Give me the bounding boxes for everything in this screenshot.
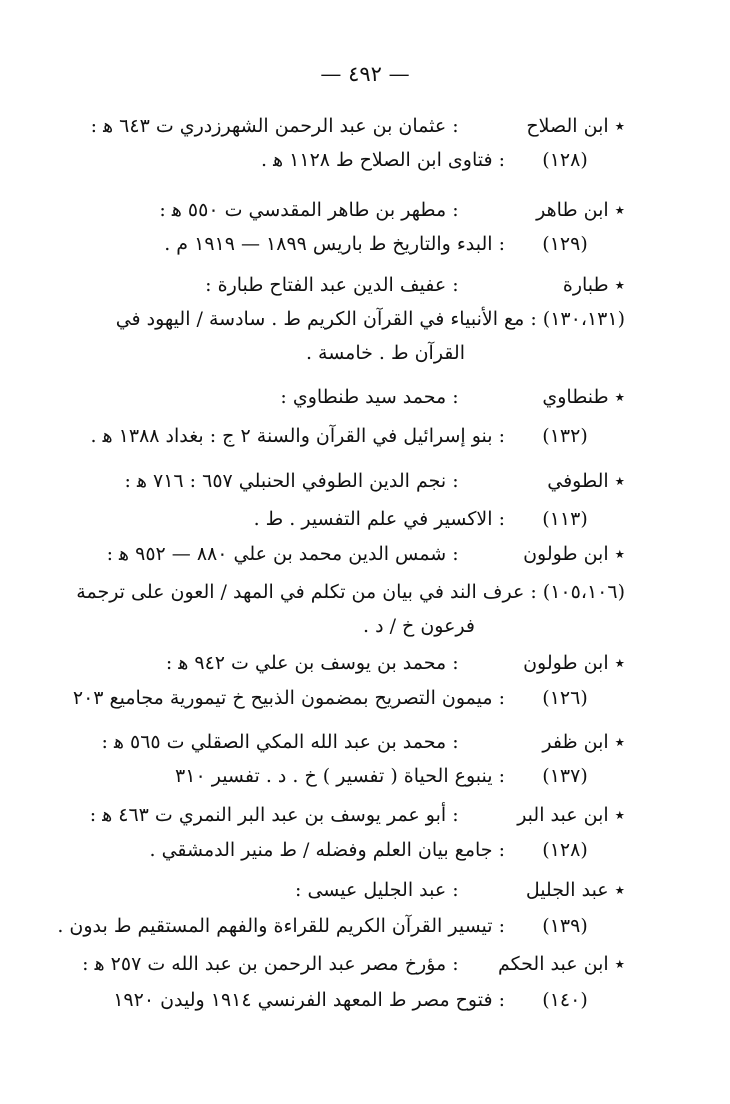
work-title: : الاكسير في علم التفسير . ط . xyxy=(253,508,505,530)
page-number: — ٤٩٢ — xyxy=(320,62,410,86)
author-name: الطوفي xyxy=(547,470,609,492)
work-title-cont: فرعون خ / د . xyxy=(363,615,475,637)
work-title: : فتوح مصر ط المعهد الفرنسي ١٩١٤ وليدن ١٩٢٠ xyxy=(113,989,505,1011)
asterisk-icon: ٭ xyxy=(614,953,625,975)
author-details: : نجم الدين الطوفي الحنبلي ٦٥٧ : ٧١٦ ﻫ : xyxy=(124,470,459,492)
ref-number: (١٣٢) xyxy=(542,425,588,447)
work-title-cont: القرآن ط . خامسة . xyxy=(305,342,465,364)
ref-number: (١٢٨) xyxy=(542,839,588,861)
work-line-9 xyxy=(150,836,625,864)
author-name: ابن طولون xyxy=(523,652,609,674)
asterisk-icon: ٭ xyxy=(614,274,625,296)
entry-header-1 xyxy=(91,112,625,140)
asterisk-icon: ٭ xyxy=(614,731,625,753)
asterisk-icon: ٭ xyxy=(614,652,625,674)
entry-header-7 xyxy=(166,649,625,677)
work-line-10 xyxy=(57,912,625,940)
author-name: طنطاوي xyxy=(542,386,609,408)
ref-number: (١٢٩) xyxy=(542,233,588,255)
author-details: : عثمان بن عبد الرحمن الشهرزدري ت ٦٤٣ ﻫ : xyxy=(90,115,459,137)
work-title: : ينبوع الحياة ( تفسير ) خ . د . تفسير ٣١٠ xyxy=(175,765,505,787)
entry-header-6 xyxy=(107,540,625,568)
author-name: عبد الجليل xyxy=(525,879,609,901)
work-title: : ميمون التصريح بمضمون الذبيح خ تيمورية مجاميع ٢٠٣ xyxy=(72,687,505,709)
work-title: : بنو إسرائيل في القرآن والسنة ٢ ج : بغداد ١٣٨٨ ﻫ . xyxy=(90,425,505,447)
author-name: ابن الصلاح xyxy=(526,115,609,137)
work-line-3-cont xyxy=(306,339,465,367)
author-name: ابن ظفر xyxy=(542,731,609,753)
author-details: : محمد بن عبد الله المكي الصقلي ت ٥٦٥ ﻫ : xyxy=(101,731,459,753)
asterisk-icon: ٭ xyxy=(614,199,625,221)
author-details: : أبو عمر يوسف بن عبد البر النمري ت ٤٦٣ ﻫ : xyxy=(89,804,459,826)
entry-header-9 xyxy=(90,801,625,829)
author-details: : محمد بن يوسف بن علي ت ٩٤٢ ﻫ : xyxy=(165,652,459,674)
entry-header-8 xyxy=(102,728,626,756)
work-line-1 xyxy=(261,146,625,174)
entry-header-11 xyxy=(82,950,625,978)
work-line-6-cont xyxy=(363,612,475,640)
author-details: : شمس الدين محمد بن علي ٨٨٠ — ٩٥٢ ﻫ : xyxy=(106,543,459,565)
entry-header-3 xyxy=(205,271,625,299)
work-line-5 xyxy=(254,505,625,533)
ref-number: (١٤٠) xyxy=(542,989,588,1011)
author-name: ابن طولون xyxy=(523,543,609,565)
asterisk-icon: ٭ xyxy=(614,879,625,901)
author-name: ابن عبد الحكم xyxy=(498,953,609,975)
work-line-2 xyxy=(164,230,625,258)
work-line-3 xyxy=(116,305,625,333)
author-details: : مؤرخ مصر عبد الرحمن بن عبد الله ت ٢٥٧ ﻫ : xyxy=(82,953,459,975)
author-details: : عبد الجليل عيسى : xyxy=(295,879,459,901)
asterisk-icon: ٭ xyxy=(614,543,625,565)
asterisk-icon: ٭ xyxy=(614,115,625,137)
author-details: : مطهر بن طاهر المقدسي ت ٥٥٠ ﻫ : xyxy=(159,199,459,221)
work-line-6 xyxy=(76,578,625,606)
author-name: طبارة xyxy=(562,274,609,296)
work-line-7 xyxy=(73,684,625,712)
work-title: : جامع بيان العلم وفضله / ط منير الدمشقي . xyxy=(149,839,505,861)
work-title: : البدء والتاريخ ط باريس ١٨٩٩ — ١٩١٩ م . xyxy=(164,233,505,255)
asterisk-icon: ٭ xyxy=(614,386,625,408)
ref-number: (١٢٦) xyxy=(542,687,588,709)
ref-number: (١١٣) xyxy=(542,508,588,530)
entry-header-5 xyxy=(125,467,626,495)
asterisk-icon: ٭ xyxy=(614,470,625,492)
entry-header-10 xyxy=(295,876,625,904)
ref-number: (١٢٨) xyxy=(542,149,588,171)
entry-header-2 xyxy=(159,196,625,224)
work-title: : تيسير القرآن الكريم للقراءة والفهم المستقيم ط بدون . xyxy=(57,915,505,937)
work-line-4 xyxy=(91,422,625,450)
author-details: : عفيف الدين عبد الفتاح طبارة : xyxy=(205,274,459,296)
entry-header-4 xyxy=(280,383,625,411)
author-name: ابن عبد البر xyxy=(517,804,609,826)
ref-number: (١٣٩) xyxy=(542,915,588,937)
author-details: : محمد سيد طنطاوي : xyxy=(280,386,459,408)
work-line-11 xyxy=(113,986,625,1014)
author-name: ابن طاهر xyxy=(536,199,609,221)
work-title: (١٠٥،١٠٦) : عرف الند في بيان من تكلم في المهد / العون على ترجمة xyxy=(76,581,625,603)
asterisk-icon: ٭ xyxy=(614,804,625,826)
work-line-8 xyxy=(175,762,625,790)
work-title: (١٣٠،١٣١) : مع الأنبياء في القرآن الكريم ط . سادسة / اليهود في xyxy=(115,308,625,330)
work-title: : فتاوى ابن الصلاح ط ١١٢٨ ﻫ . xyxy=(261,149,505,171)
ref-number: (١٣٧) xyxy=(542,765,588,787)
